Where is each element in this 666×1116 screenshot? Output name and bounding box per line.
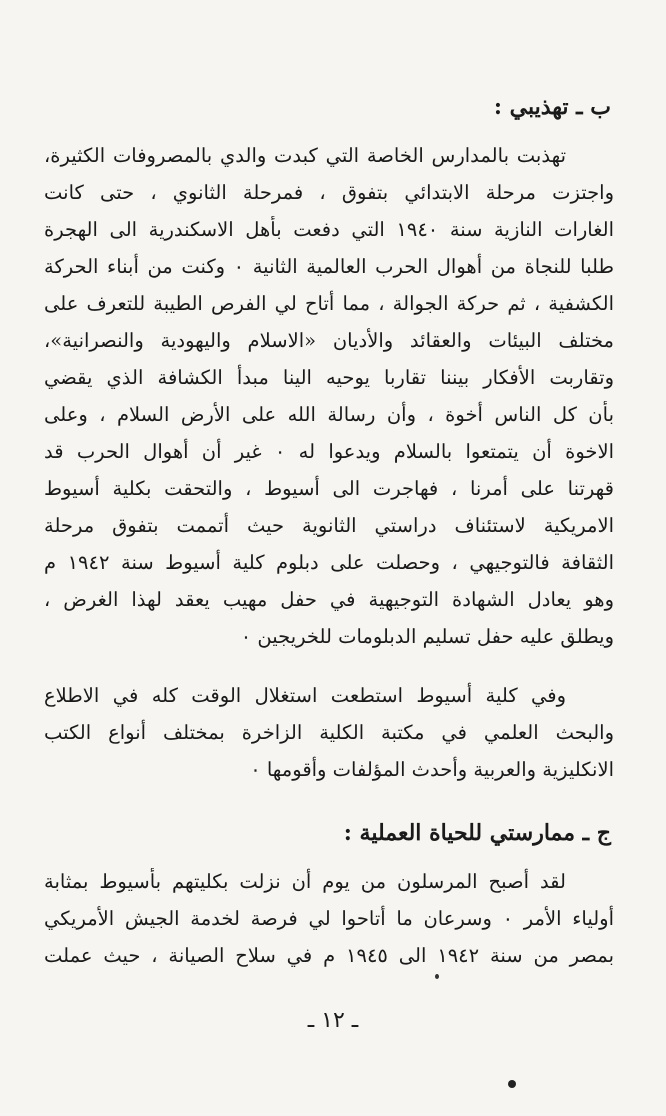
text-line: الكشفية ، ثم حركة الجوالة ، مما أتاح لي الفرص الطيبة للتعرف على [44,292,614,315]
ink-speck [508,1080,516,1088]
text-line: وهو يعادل الشهادة التوجيهية في حفل مهيب يعقد لهذا الغرض ، [44,588,614,611]
text-line: بمصر من سنة ١٩٤٢ الى ١٩٤٥ م في سلاح الصيانة ، حيث عملت [44,944,614,967]
text-line: وتقاربت الأفكار بيننا تقاربا يوحيه الينا مبدأ الكشافة الذي يقضي [44,366,614,389]
page-number: ـ ١٢ ـ [307,1008,359,1033]
text-line: طلبا للنجاة من أهوال الحرب العالمية الثانية ٠ وكنت من أبناء الحركة [44,255,614,278]
section-c-heading: ج ـ ممارستي للحياة العملية : [343,820,611,846]
text-line: لقد أصبح المرسلون من يوم أن نزلت بكليتهم بأسيوط بمثابة [44,870,566,893]
text-line: واجتزت مرحلة الابتدائي بتفوق ، فمرحلة الثانوي ، حتى كانت [44,181,614,204]
text-line: الامريكية لاستئناف دراستي الثانوية حيث أتممت بتفوق مرحلة [44,514,614,537]
text-line: الاخوة أن يتمتعوا بالسلام ويدعوا له ٠ غير أن أهوال الحرب قد [44,440,614,463]
text-line: مختلف البيئات والعقائد والأديان «الاسلام واليهودية والنصرانية»، [44,329,614,352]
text-line: أولياء الأمر ٠ وسرعان ما أتاحوا لي فرصة لخدمة الجيش الأمريكي [44,907,614,930]
text-line: والبحث العلمي في مكتبة الكلية الزاخرة بمختلف أنواع الكتب [44,721,614,744]
text-line: ويطلق عليه حفل تسليم الدبلومات للخريجين ٠ [240,625,614,648]
text-line: الانكليزية والعربية وأحدث المؤلفات وأقومها ٠ [250,758,614,781]
text-line: الغارات النازية سنة ١٩٤٠ التي دفعت بأهل الاسكندرية الى الهجرة [44,218,614,241]
text-line: الثقافة فالتوجيهي ، وحصلت على دبلوم كلية أسيوط سنة ١٩٤٢ م [44,551,614,574]
ink-speck [435,974,439,979]
text-line: بأن كل الناس أخوة ، وأن رسالة الله على الأرض السلام ، وعلى [44,403,614,426]
section-b-heading: ب ـ تهذيبي : [493,94,611,120]
text-line: تهذبت بالمدارس الخاصة التي كبدت والدي بالمصروفات الكثيرة، [44,144,566,167]
text-line: وفي كلية أسيوط استطعت استغلال الوقت كله في الاطلاع [44,684,566,707]
text-line: قهرتنا على أمرنا ، فهاجرت الى أسيوط ، والتحقت بكلية أسيوط [44,477,614,500]
